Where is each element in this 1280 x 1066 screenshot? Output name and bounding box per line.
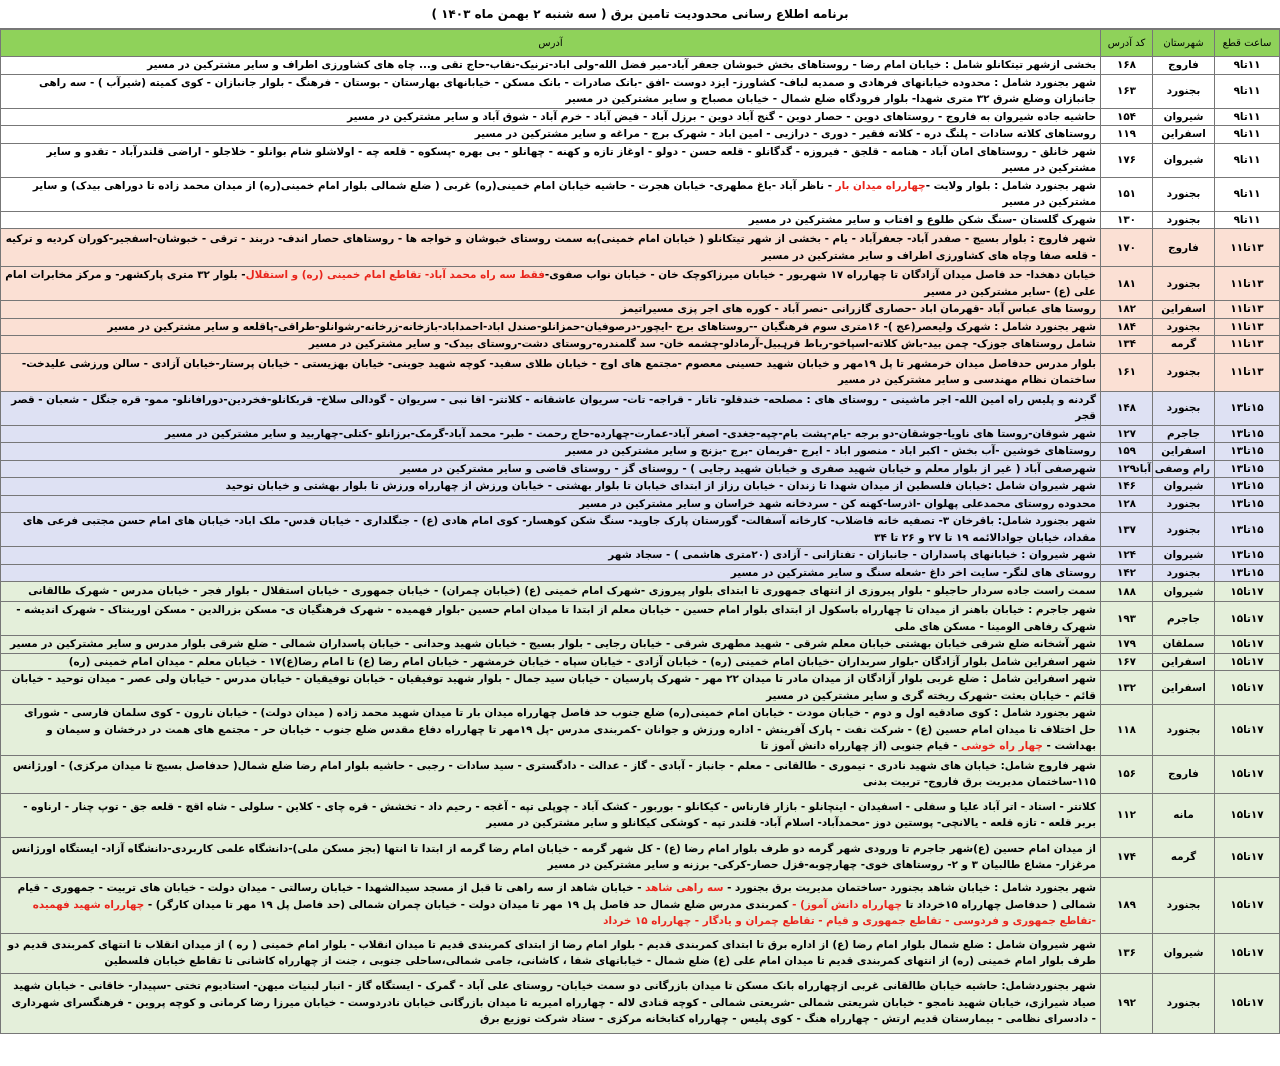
cell-address [1, 336, 1101, 354]
address-text: شهر بجنورد شامل : محدوده خیابانهای فرهادی و صمدیه لباف- کشاورز- ایزد دوست -افق -بانک صادرات - بانک مسکن - خیابانهای بهارستان - بوستان - فرهنگ - بلوار جانبازان - کوی کمیته (شیرآب ) - سه راهی جانبازان وضلع شرق ۳۲ متری شهدا- بلوار فرودگاه ضلع شمال - خیابان مصباح و سایر مشترکین در مسیر [38, 76, 1096, 105]
address-text: خیابان دهخدا- حد فاصل میدان آزادگان تا چهارراه ۱۷ شهریور - خیابان میرزاکوچک خان - خیابان نواب صفوی- [544, 269, 1096, 281]
table-row [1, 229, 1280, 267]
address-text: - بلوار ۳۲ متری پارکشهر- و مرکز مخابرات امام علی (ع) -سایر مشترکین در مسیر [5, 269, 1096, 298]
address-text: شهر بجنورد شامل : بلوار ولایت - [925, 179, 1096, 192]
cell-code: ۱۶۷ [1101, 653, 1153, 671]
cell-address [1, 318, 1101, 336]
table-row [1, 425, 1280, 443]
cell-city: سملقان [1153, 636, 1215, 654]
cell-address [1, 460, 1101, 478]
table-row [1, 933, 1280, 973]
cell-city: اسفراین [1153, 443, 1215, 461]
cell-code: ۱۶۸ [1101, 57, 1153, 75]
address-text: - خیابان شاهد از سه راهی تا قبل از مسجد سیدالشهدا - خیابان رسالتی - میدان دولت - خیابان های تربیت - جمهوری - قیام شمالی ( حدفاصل چهارراه ۱۵خرداد تا [17, 882, 1096, 911]
cell-time: ۱۷تا۱۵ [1215, 837, 1280, 877]
cell-city: فاروج [1153, 229, 1215, 267]
table-body [1, 57, 1280, 1034]
address-text: حاشیه جاده شیروان به فاروج - روستاهای دوین - حصار دوین - گنج آباد دوین - برزل آباد - فیض آباد - خرم آباد - شوق آباد و سایر مشترکین در مسیر [347, 110, 1096, 123]
cell-city: بجنورد [1153, 391, 1215, 425]
cell-time: ۱۵تا۱۳ [1215, 495, 1280, 513]
cell-city: بجنورد [1153, 267, 1215, 301]
cell-code: ۱۵۱ [1101, 177, 1153, 211]
address-text: روستای های لنگر- سایت اخر داغ -شعله سنگ و سایر مشترکین در مسیر [730, 566, 1096, 579]
cell-city: اسفراین [1153, 301, 1215, 319]
table-row [1, 547, 1280, 565]
table-row [1, 837, 1280, 877]
address-text: شهر بجنورد شامل : خیابان شاهد بجنورد -ساختمان مدیریت برق بجنورد - [727, 882, 1096, 895]
cell-code: ۱۵۶ [1101, 755, 1153, 793]
cell-time: ۱۷تا۱۵ [1215, 705, 1280, 756]
header-city: شهرستان [1153, 30, 1215, 57]
cell-time: ۱۷تا۱۵ [1215, 973, 1280, 1033]
cell-address [1, 973, 1101, 1033]
address-text: شهر جاجرم : خیابان باهنر از میدان تا چهارراه باسکول از ابتدای بلوار امام حسین - خیابان معلم از ابتدا تا میدان امام حسین -بلوار فهمیده - شهرک فرهنگیان ی- مسکن بزرالدین - مسکن اورینتاک - شهرک اندیشه - شهرک رفاهی الومینا - مسکن های ملی [16, 604, 1096, 633]
address-text: بلوار مدرس حدفاصل میدان خرمشهر تا پل ۱۹مهر و خیابان شهید حسینی معصوم -مجتمع های اوج - خیابان طلای سفید- کوچه شهید جوینی- خیابان بهزیستی - خیابان پرستار-خیابان آزادی - سالن ورزشی علیدخت-ساختمان نظام مهندسی و سایر مشترکین در مسیر [21, 357, 1096, 386]
cell-city: بجنورد [1153, 513, 1215, 547]
cell-code: ۱۸۸ [1101, 582, 1153, 602]
cell-address [1, 177, 1101, 211]
cell-address [1, 755, 1101, 793]
highlighted-address-text: سه راهی شاهد [645, 882, 728, 895]
address-text: شهر بجنورد شامل : کوی صادقیه اول و دوم - خیابان مودت - خیابان امام خمینی(ره) ضلع جنوب حد فاصل چهارراه میدان بار تا میدان شهید محمد زاده ( میدان دولت) - خیابان نارون - کوی سلمان فارسی - شورای حل اختلاف تا میدان امام حسین (ع) - شرکت نفت - پارک آفرینش - اداره ورزش و جوانان -کمربندی مدرس -پل ۱۹مهر تا چهارراه دفاع مقدس ضلع جنوب - خیابان حر - مجتمع های همت در درخشان و سیمان و بهداشت - [24, 707, 1096, 752]
table-row [1, 653, 1280, 671]
table-row [1, 391, 1280, 425]
address-text: شهر بجنوردشامل: حاشیه خیابان طالقانی غربی ازچهارراه بانک مسکن تا میدان بازرگانی دو سمت خیابان- روستای علی آباد - گمرک - ایستگاه گاز - انبار لبنیات میهن- استادیوم تختی -سپیدار- خاقانی - خیابان شهید صیاد شیرازی، خیابان شهید نامجو - خیابان شریعتی شمالی -شریعتی شمالی - کوچه قنادی لاله - چهارراه امیریه تا میدان بازرگانی خیابان نادردوست - خیابان میرزا رضا کرمانی و کوچه پروین - فرهنگسرای شهرداری - دادسرای نظامی - بیمارستان قدیم ارتش - چهارراه هنگ - کوی پلیس - چهارراه کتابخانه مرکزی - ستاد شرکت توزیع برق [11, 980, 1096, 1026]
highlighted-address-text: چهارراه شهید فهمیده -تقاطع جمهوری و فردوسی - تقاطع جمهوری و قیام - تقاطع چمران و یادگار - چهارراه ۱۵ خرداد [32, 898, 1096, 928]
cell-time: ۱۵تا۱۳ [1215, 443, 1280, 461]
address-text: شهر اسفراین شامل بلوار آزادگان -بلوار سربداران -خیابان امام خمینی (ره) - خیابان آزادی - خیابان سپاه - خیابان خرمشهر - خیابان امام رضا (ع) تا امام رضا(ع)۱۷ - خیابان معلم - میدان امام خمینی (ره) [68, 655, 1096, 668]
table-row [1, 636, 1280, 654]
header-code: کد آدرس [1101, 30, 1153, 57]
cell-time: ۱۱تا۹ [1215, 57, 1280, 75]
cell-code: ۱۳۶ [1101, 933, 1153, 973]
table-row [1, 126, 1280, 144]
cell-time: ۱۳تا۱۱ [1215, 336, 1280, 354]
table-row [1, 564, 1280, 582]
cell-city: جاجرم [1153, 425, 1215, 443]
cell-code: ۱۲۹ [1101, 460, 1153, 478]
address-text: شهر اسفراین شامل : ضلع غربی بلوار آزادگان از میدان مادر تا میدان ۲۲ مهر - شهرک پارسیان - خیابان سید جمال - بلوار شهید توفیقیان - خیابان توفیقیان - خیابان مدرس - خیابان ولی عصر - میدان توحید - خیابان قائم - خیابان بعثت -شهرک ریخته گری و سایر مشترکین در مسیر [11, 673, 1096, 702]
cell-city: اسفراین [1153, 126, 1215, 144]
cell-city: شیروان [1153, 582, 1215, 602]
cell-address [1, 564, 1101, 582]
cell-time: ۱۳تا۱۱ [1215, 229, 1280, 267]
table-row [1, 336, 1280, 354]
highlighted-address-text: فقط سه راه محمد آباد- تقاطع امام خمینی (ره) و استقلال [245, 269, 545, 281]
cell-code: ۱۱۸ [1101, 705, 1153, 756]
cell-time: ۱۱تا۹ [1215, 143, 1280, 177]
cell-city: گرمه [1153, 837, 1215, 877]
table-row [1, 495, 1280, 513]
cell-address [1, 671, 1101, 705]
cell-address [1, 57, 1101, 75]
cell-city: بجنورد [1153, 211, 1215, 229]
cell-time: ۱۳تا۱۱ [1215, 318, 1280, 336]
address-text: روستاهای خوشین -آب بخش - اکبر اباد - منصور اباد - ایرج -فریمان -برج -بزنج و سایر مشترکین در مسیر [565, 445, 1096, 457]
cell-code: ۱۶۱ [1101, 353, 1153, 391]
address-text: شهر شیروان شامل : ضلع شمال بلوار امام رضا (ع) از اداره برق تا ابتدای کمربندی قدیم - بلوار امام رضا از ابتدای کمربندی قدیم تا میدان انقلاب - بلوار امام خمینی ( ره ) از میدان انقلاب تا انتهای کمربندی قدیم دو طرف بلوار امام خمینی (ره) از انتهای کمربندی قدیم تا میدان امام علی (ع) ضلع شمال - خیابانهای شفا ، کاشانی، جامی شمالی،ساحلی جنوبی ، جنت از چهارراه کاشانی تا تقاطع خیابان فلسطین [7, 938, 1096, 967]
cell-time: ۱۳تا۱۱ [1215, 353, 1280, 391]
cell-address [1, 653, 1101, 671]
table-row [1, 582, 1280, 602]
cell-code: ۱۴۸ [1101, 391, 1153, 425]
address-text: شهرصفی آباد ( غیر از بلوار معلم و خیابان شهید صفری و خیابان شهید رجایی ) - روستای گز - روستای قاضی و سایر مشترکین در مسیر [400, 462, 1096, 475]
cell-city: شیروان [1153, 933, 1215, 973]
address-text: شامل روستاهای جوزک- چمن بید-باش کلاته-اسپاخو-رباط قرہبیل-آرمادلو-چشمه خان- سد گلمندره-روستای دشت-روستای بیدک- و سایر مشترکین در مسیر [308, 338, 1096, 350]
cell-time: ۱۵تا۱۳ [1215, 564, 1280, 582]
address-text: شهر فاروج : بلوار بسیج - صفدر آباد- جعفرآباد - یام - بخشی از شهر تیتکانلو ( خیابان امام خمینی)به سمت روستای خبوشان و خواجه ها - روستاهای حصار اندف- دربند - ترقی - خبوشان-اسفجیر-کوران کردیه و ترکیه - قلعه صفا وچاه های کشاورزی اطراف و سایر مشترکین در مسیر [5, 233, 1096, 262]
cell-city: بجنورد [1153, 877, 1215, 933]
cell-time: ۱۵تا۱۳ [1215, 460, 1280, 478]
cell-address [1, 391, 1101, 425]
address-text: گردنه و پلیس راه امین الله- اجر ماشینی - روستای های : مصلحه- خندقلو- تاتار - قراجه- تات- سریوان عاشقانه - کلاتتر- اقا نبی - سریوان - گودالی سلاخ- قربکانلو-فخردین-دورافانلو- ممو- قره جنگل - شعبان - قصر قجر [11, 393, 1096, 422]
highlighted-address-text: چهار راه خوشی [961, 740, 1047, 752]
cell-code: ۱۸۲ [1101, 301, 1153, 319]
cell-address [1, 443, 1101, 461]
address-text: شهر شوقان-روستا های ناویا-جوشقان-دو برجه -یام-پشت بام-چپه-جغدی- اصغر آباد-عمارت-چهارده-حاج رحمت - طبر- محمد آباد-گرمک-برزانلو -کتلی-چهاربید و سایر مشترکین در مسیر [164, 427, 1096, 440]
address-text: شهرک گلستان -سنگ شکن طلوع و افتاب و سایر مشترکین در مسیر [748, 213, 1096, 226]
cell-code: ۱۱۹ [1101, 126, 1153, 144]
cell-code: ۱۸۹ [1101, 877, 1153, 933]
cell-city: بجنورد [1153, 353, 1215, 391]
address-text: کلاتتر - استاد - اتر آباد علیا و سفلی - اسفیدان - اینچانلو - بازار قارناس - کیکانلو - بوربور - کشک آباد - چوپلی تپه - آغجه - رحیم داد - تخشش - قره چای - کلاین - سلولی - شاه اقچ - قلعه جق - توپ چنار - ارناوه - بربر قلعه - تازه قلعه - یالانچی- پوستین دوز -محمدآباد- اسلام آباد- قلندر تپه - کوشکی کیکانلو و سایر مشترکین در مسیر [23, 800, 1096, 829]
cell-city: گرمه [1153, 336, 1215, 354]
table-row [1, 443, 1280, 461]
cell-time: ۱۷تا۱۵ [1215, 602, 1280, 636]
table-row [1, 671, 1280, 705]
cell-code: ۱۹۲ [1101, 973, 1153, 1033]
table-row [1, 705, 1280, 756]
cell-time: ۱۷تا۱۵ [1215, 636, 1280, 654]
cell-code: ۱۶۳ [1101, 74, 1153, 108]
cell-city: بجنورد [1153, 74, 1215, 108]
cell-time: ۱۵تا۱۳ [1215, 513, 1280, 547]
cell-time: ۱۳تا۱۱ [1215, 267, 1280, 301]
cell-time: ۱۷تا۱۵ [1215, 653, 1280, 671]
cell-city: اسفراین [1153, 653, 1215, 671]
cell-address [1, 126, 1101, 144]
cell-address [1, 602, 1101, 636]
cell-address [1, 108, 1101, 126]
cell-code: ۱۳۷ [1101, 513, 1153, 547]
table-row [1, 460, 1280, 478]
header-address: آدرس [1, 30, 1101, 57]
cell-city: بجنورد [1153, 318, 1215, 336]
cell-city: اسفراین [1153, 671, 1215, 705]
cell-address [1, 933, 1101, 973]
cell-time: ۱۳تا۱۱ [1215, 301, 1280, 319]
cell-code: ۱۴۲ [1101, 564, 1153, 582]
cell-address [1, 877, 1101, 933]
address-text: شهر بجنورد شامل: باقرخان ۳- تصفیه خانه فاضلاب- کارخانه آسفالت- گورستان پارک جاوید- سنگ شکن کوهسار- کوی امام هادی (ع) - جنگلداری - خیابان قدس- ملک اباد- خیابان های امام حسن مجتبی فرعی های مقداد، خیابان جوادالائمه ۱۹ تا ۲۷ و ۲۶ تا ۳۴ [22, 515, 1096, 544]
cell-address [1, 211, 1101, 229]
table-row [1, 793, 1280, 837]
cell-time: ۱۱تا۹ [1215, 211, 1280, 229]
cell-time: ۱۵تا۱۳ [1215, 478, 1280, 496]
table-row [1, 353, 1280, 391]
table-row [1, 318, 1280, 336]
cell-city: بجنورد [1153, 495, 1215, 513]
cell-code: ۱۵۴ [1101, 108, 1153, 126]
address-text: روستا های عباس آباد -قهرمان اباد -حصاری گازرانی -نصر آباد - کوره های اجر پزی مسیراتیمز [620, 303, 1096, 315]
cell-time: ۱۷تا۱۵ [1215, 755, 1280, 793]
cell-time: ۱۷تا۱۵ [1215, 582, 1280, 602]
cell-code: ۱۲۸ [1101, 495, 1153, 513]
cell-code: ۱۵۹ [1101, 443, 1153, 461]
address-text: شهر خانلق - روستاهای امان آباد - هنامه - قلجق - فیروزه - گدگانلو - قلعه حسن - دولو - اوغاز تازه و کهنه - چهانلو - بی بهره -پسکوه - قلعه چه - اولاشلو شام بوانلو - خلاجلو - اراضی قلندرآباد - تقدو و سایر مشترکین در مسیر [46, 145, 1096, 174]
table-row [1, 877, 1280, 933]
cell-time: ۱۵تا۱۳ [1215, 391, 1280, 425]
cell-address [1, 513, 1101, 547]
cell-time: ۱۷تا۱۵ [1215, 793, 1280, 837]
cell-city: جاجرم [1153, 602, 1215, 636]
cell-code: ۱۲۴ [1101, 547, 1153, 565]
table-row [1, 513, 1280, 547]
table-row [1, 74, 1280, 108]
address-text: شهر شیروان شامل :خیابان فلسطین از میدان شهدا تا زندان - خیابان رزاز از ابتدای خیابان تا بلوار بهشتی - خیابان ورزش از چهارراه ورزش تا بلوار بهشتی و خیابان توحید [225, 480, 1096, 492]
cell-address [1, 478, 1101, 496]
cell-address [1, 267, 1101, 301]
address-text: شهر آشخانه ضلع شرقی خیابان بهشتی خیابان معلم شرقی - شهید مطهری شرقی - خیابان رجایی - بلوار بسیج - خیابان شهید وحدانی - خیابان پاسداران شمالی - ضلع شرقی بلوار مدرس و سایر مشترکین در مسیر [10, 638, 1096, 650]
address-text: سمت راست جاده سردار حاجیلو - بلوار پیروزی از انتهای جمهوری تا ابتدای بلوار پیروزی -شهرک امام خمینی (ع) (خیابان چمران) - خیابان جمهوری - خیابان استقلال - بلوار فجر - خیابان مدرس - شهرک طالقانی [28, 585, 1096, 598]
cell-city: فاروج [1153, 57, 1215, 75]
cell-city: بجنورد [1153, 973, 1215, 1033]
table-row [1, 755, 1280, 793]
cell-address [1, 547, 1101, 565]
cell-time: ۱۵تا۱۳ [1215, 547, 1280, 565]
cell-city: بجنورد [1153, 564, 1215, 582]
cell-code: ۱۳۲ [1101, 671, 1153, 705]
cell-time: ۱۱تا۹ [1215, 74, 1280, 108]
cell-address [1, 143, 1101, 177]
highlighted-address-text: چهارراه میدان بار [835, 179, 926, 192]
cell-time: ۱۷تا۱۵ [1215, 671, 1280, 705]
address-text: محدوده روستای محمدعلی پهلوان -اذرسا-کهنه کن - سردخانه شهد خراسان و سایر مشترکین در مسیر [579, 497, 1096, 510]
cell-code: ۱۷۶ [1101, 143, 1153, 177]
highlighted-address-text: چهارراه دانش آموز) - [792, 898, 906, 911]
table-row [1, 57, 1280, 75]
address-text: کمربندی مدرس ضلع شمال حد فاصل پل ۱۹ مهر تا میدان دولت - خیابان چمران شمالی (حد فاصل پل ۱۹ مهر تا میدان کارگر) - [147, 898, 793, 911]
cell-address [1, 495, 1101, 513]
address-text: شهر فاروج شامل: خیابان های شهید نادری - تیموری - طالقانی - معلم - جانباز - آبادی - گاز - عدالت - دادگستری - سید سادات - رجبی - حاشیه بلوار امام رضا ضلع شمال( حدفاصل بسیج تا میدان مرکزی) - اورژانس ۱۱۵-ساختمان مدیریت برق فاروج- تربیت بدنی [12, 759, 1096, 788]
cell-city: شیروان [1153, 108, 1215, 126]
cell-time: ۱۷تا۱۵ [1215, 877, 1280, 933]
cell-time: ۱۱تا۹ [1215, 108, 1280, 126]
cell-city: شیروان [1153, 143, 1215, 177]
table-row [1, 301, 1280, 319]
cell-address [1, 837, 1101, 877]
cell-city: شیروان [1153, 547, 1215, 565]
cell-code: ۱۳۰ [1101, 211, 1153, 229]
table-row [1, 143, 1280, 177]
cell-address [1, 229, 1101, 267]
table-row [1, 211, 1280, 229]
address-text: شهر بجنورد شامل : شهرک ولیعصر(عج )- ۱۶متری سوم فرهنگیان --روستاهای برج -ایچور-درصوفیان-حمزانلو-صندل اباد-احمداباد-بازخانه-زرخانه-رشوانلو-طراقی-پاقلعه و سایر مشترکین در مسیر [107, 320, 1096, 333]
cell-code: ۱۸۴ [1101, 318, 1153, 336]
cell-time: ۱۷تا۱۵ [1215, 933, 1280, 973]
cell-address [1, 74, 1101, 108]
table-row [1, 973, 1280, 1033]
address-text: - ناظر آباد -باغ مطهری- خیابان هجرت - حاشیه خیابان امام خمینی(ره) غربی ( ضلع شمالی بلوار امام خمینی(ره) از میدان محمد زاده تا دوراهی بیدک) و سایر مشترکین در مسیر [32, 179, 1096, 208]
cell-code: ۱۹۳ [1101, 602, 1153, 636]
cell-code: ۱۳۴ [1101, 336, 1153, 354]
cell-time: ۱۵تا۱۳ [1215, 425, 1280, 443]
table-row [1, 602, 1280, 636]
cell-code: ۱۲۷ [1101, 425, 1153, 443]
cell-address [1, 301, 1101, 319]
sheet-title: برنامه اطلاع رسانی محدودیت تامین برق ( سه شنبه ۲ بهمن ماه ۱۴۰۳ ) [0, 0, 1280, 29]
cell-city: بجنورد [1153, 177, 1215, 211]
table-row [1, 177, 1280, 211]
cell-address [1, 636, 1101, 654]
table-row [1, 108, 1280, 126]
table-row [1, 478, 1280, 496]
cell-code: ۱۷۹ [1101, 636, 1153, 654]
cell-time: ۱۱تا۹ [1215, 126, 1280, 144]
cell-code: ۱۴۶ [1101, 478, 1153, 496]
outage-table [0, 29, 1280, 1034]
cell-city: شیروان [1153, 478, 1215, 496]
address-text: - قیام جنوبی (از چهارراه دانش آموز تا [760, 740, 962, 752]
cell-time: ۱۱تا۹ [1215, 177, 1280, 211]
address-text: شهر شیروان : خیابانهای پاسداران - جانبازان - تفتازانی - آزادی (۲۰متری هاشمی ) - سجاد شهر [608, 549, 1096, 561]
cell-code: ۱۷۰ [1101, 229, 1153, 267]
table-row [1, 267, 1280, 301]
cell-city: فاروج [1153, 755, 1215, 793]
cell-address [1, 425, 1101, 443]
address-text: بخشی ازشهر تیتکانلو شامل : خیابان امام رضا - روستاهای بخش خبوشان جعفر آباد-میر فضل الله-ولی اباد-ترنیک-نقاب-حاج تقی و... چاه های کشاورزی اطراف و سایر مشترکین در مسیر [147, 59, 1096, 71]
header-row [1, 30, 1280, 57]
cell-city: مانه [1153, 793, 1215, 837]
header-time: ساعت قطع [1215, 30, 1280, 57]
address-text: روستاهای کلاته سادات - پلنگ دره - کلاته فقیر - دوری - درازیی - امین اباد - شهرک برج - مراغه و سایر مشترکین در مسیر [474, 128, 1096, 140]
cell-city: رام وصفی آباد [1153, 460, 1215, 478]
cell-city: بجنورد [1153, 705, 1215, 756]
cell-code: ۱۱۲ [1101, 793, 1153, 837]
cell-address [1, 705, 1101, 756]
cell-address [1, 793, 1101, 837]
cell-code: ۱۸۱ [1101, 267, 1153, 301]
cell-code: ۱۷۴ [1101, 837, 1153, 877]
cell-address [1, 582, 1101, 602]
cell-address [1, 353, 1101, 391]
address-text: از میدان امام حسین (ع)شهر جاجرم تا ورودی شهر گرمه دو طرف بلوار امام رضا (ع) - کل شهر گرمه - خیابان امام رضا گرمه از ابتدا تا انتها (بجز مسکن ملی)-دانشگاه علمی کاربردی-دانشگاه آزاد- ایستگاه اورژانس مرغزار- مشاع طالبیان ۳ و ۲- روستاهای خوی- چهارچوبه-قزل حصار-کرکی- برزنه و سایر مشترکین در مسیر [11, 842, 1096, 871]
